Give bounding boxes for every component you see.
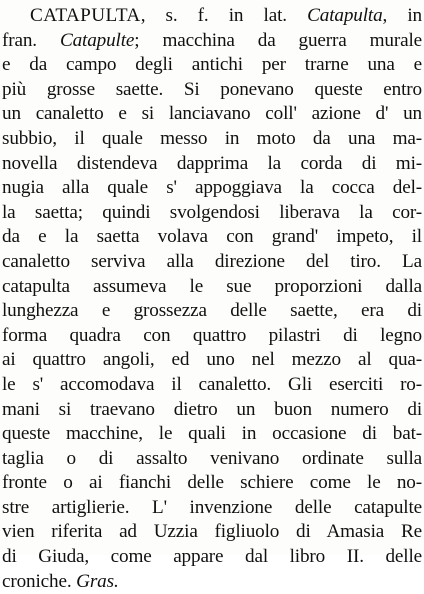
entry-line xyxy=(2,4,422,29)
entry-text: un canaletto e si lanciavano coll' azione d' un xyxy=(2,103,422,125)
entry-line xyxy=(2,545,422,570)
entry-text: canaletto serviva alla direzione del tiro. La xyxy=(2,250,422,272)
entry-text: da e la saetta volava con grand' impeto, il xyxy=(2,226,422,248)
entry-line xyxy=(2,398,422,423)
entry-line xyxy=(2,176,422,201)
entry-line xyxy=(2,78,422,103)
entry-line xyxy=(2,250,422,275)
entry-text: novella distendeva dapprima la corda di mi- xyxy=(2,152,422,174)
entry-text: ; macchina da guerra murale xyxy=(134,29,423,51)
entry-text: e da campo degli antichi per trarne una e xyxy=(2,54,422,76)
entry-headword: CATAPULTA xyxy=(30,5,141,26)
entry-line xyxy=(2,29,422,54)
entry-line xyxy=(2,373,422,398)
entry-line xyxy=(2,225,422,250)
entry-text: , in xyxy=(382,5,423,26)
entry-text: ai quattro angoli, ed uno nel mezzo al qua- xyxy=(2,349,422,371)
entry-text: queste macchine, le quali in occasione di bat- xyxy=(2,423,422,445)
dictionary-entry-catapulta xyxy=(2,4,422,594)
italic-term: Catapulta xyxy=(307,5,383,26)
entry-text: fronte o ai fianchi delle schiere come le no- xyxy=(2,472,422,494)
entry-text: nugia alla quale s' appoggiava la cocca del- xyxy=(2,177,422,199)
entry-text: la saetta; quindi svolgendosi liberava la cor- xyxy=(2,201,422,223)
entry-text: fran. xyxy=(2,29,60,51)
entry-text: lunghezza e grossezza delle saette, era di xyxy=(2,300,422,322)
entry-line xyxy=(2,447,422,472)
entry-text: catapulta assumeva le sue proporzioni dalla xyxy=(2,275,422,297)
entry-line xyxy=(2,570,422,594)
entry-text: taglia o di assalto venivano ordinate sulla xyxy=(2,447,422,469)
entry-line xyxy=(2,275,422,300)
entry-line xyxy=(2,201,422,226)
entry-text: le s' accomodava il canaletto. Gli eserciti ro- xyxy=(2,373,422,395)
entry-line xyxy=(2,471,422,496)
entry-text: vien riferita ad Uzzia figliuolo di Amasia Re xyxy=(2,521,422,543)
italic-term: Catapulte xyxy=(59,29,135,51)
entry-text: forma quadra con quattro pilastri di legno xyxy=(2,324,422,346)
entry-text: mani si traevano dietro un buon numero di xyxy=(2,398,422,420)
entry-line xyxy=(2,520,422,545)
entry-text: croniche. xyxy=(2,570,77,592)
entry-text: stre artiglierie. L' invenzione delle catapulte xyxy=(2,496,422,518)
entry-line xyxy=(2,348,422,373)
entry-line xyxy=(2,324,422,349)
entry-text: di Giuda, come appare dal libro II. delle xyxy=(2,546,422,568)
entry-text: , s. f. in lat. xyxy=(140,5,308,26)
entry-text: subbio, il quale messo in moto da una ma- xyxy=(2,127,422,149)
entry-line xyxy=(2,152,422,177)
italic-term: Gras. xyxy=(76,570,119,592)
entry-text: più grosse saette. Si ponevano queste entro xyxy=(2,78,422,100)
entry-line xyxy=(2,299,422,324)
entry-line xyxy=(2,496,422,521)
entry-line xyxy=(2,127,422,152)
entry-line xyxy=(2,102,422,127)
entry-line xyxy=(2,53,422,78)
entry-line xyxy=(2,422,422,447)
